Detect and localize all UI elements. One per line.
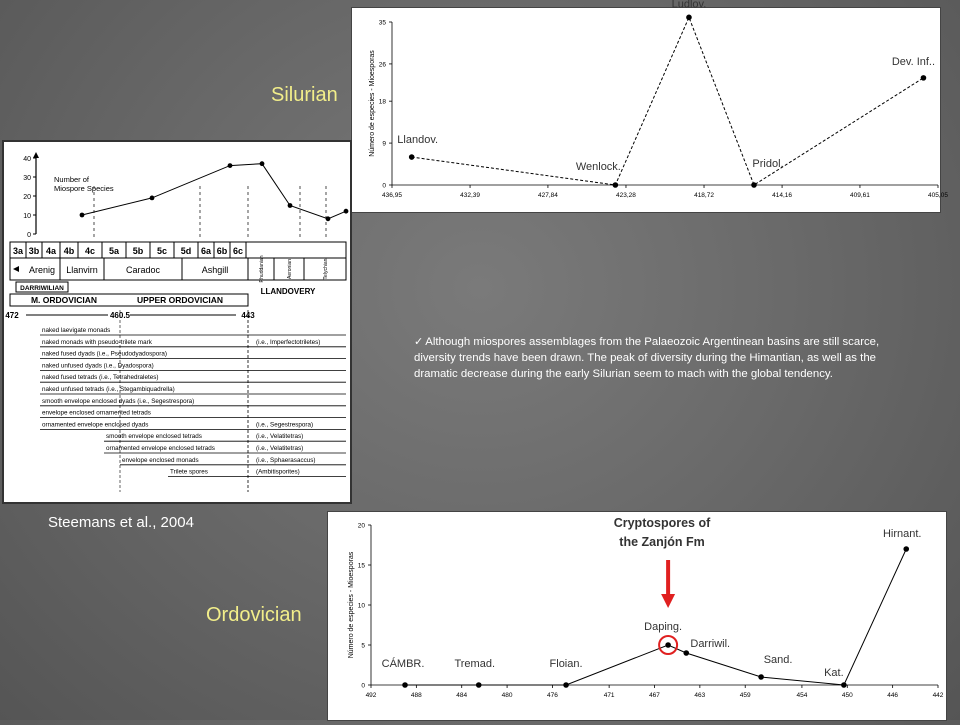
ordovician-label: Ordovician: [206, 604, 302, 626]
stage-label: 5d: [180, 246, 192, 256]
point-label: Sand.: [763, 654, 793, 666]
m-ordovician-label: M. ORDOVICIAN: [30, 295, 98, 305]
morphotype-label: ornamented envelope enclosed dyads: [42, 421, 149, 429]
silurian-chart-panel: [352, 0, 948, 212]
data-point: [563, 682, 569, 688]
check-icon: ✓: [414, 336, 424, 348]
morphotype-label: naked laevigate monads: [42, 327, 111, 334]
data-point: [150, 196, 155, 201]
x-tick-label: 480: [501, 692, 513, 699]
morphotype-label: envelope enclosed ornamented tetrads: [42, 409, 151, 417]
x-tick-label: 427,84: [537, 192, 558, 199]
series-label: Aeronian: [287, 258, 293, 280]
y-tick-label: 0: [361, 682, 365, 690]
y-tick-label: 10: [23, 213, 31, 220]
data-point: [665, 642, 671, 648]
point-label: Llandov.: [397, 134, 439, 147]
point-label: Tremad.: [454, 658, 496, 670]
morphotype-label: naked fused tetrads (i.e., Tetrahedraletes): [42, 374, 159, 382]
y-axis-arrow: [33, 152, 39, 158]
data-point: [613, 182, 619, 188]
morphotype-label: smooth envelope enclosed tetrads: [106, 433, 202, 441]
x-tick-label: 414,16: [772, 192, 793, 199]
stage-label: 4b: [63, 246, 75, 256]
data-point: [751, 182, 757, 188]
series-line: [82, 164, 346, 219]
point-label: CÁMBR.: [381, 658, 425, 670]
point-label: Hirnant.: [882, 528, 922, 540]
data-point: [758, 674, 764, 680]
ordovician-chart: [328, 512, 946, 720]
morphotype-label: smooth envelope enclosed dyads (i.e., Segestrespora): [42, 397, 195, 405]
y-tick-label: 35: [378, 19, 386, 27]
data-point: [80, 213, 85, 218]
arrow-head: [661, 594, 675, 608]
steemans-chart: [4, 142, 350, 502]
point-label: Dev. Inf..: [891, 55, 936, 68]
stage-label: 3a: [12, 246, 24, 256]
point-label: Floian.: [549, 658, 583, 670]
x-tick-label: 436,95: [382, 192, 402, 199]
morphotype-label: Trilete spores: [170, 468, 208, 476]
x-tick-label: 476: [547, 692, 558, 699]
x-tick-label: 463: [694, 692, 706, 699]
y-tick-label: 18: [378, 98, 386, 106]
stage-label: 6b: [216, 246, 228, 256]
stage-label: 6c: [232, 246, 244, 256]
y-tick-label: 9: [382, 140, 386, 148]
data-point: [260, 161, 265, 166]
morphotype-label: naked unfused dyads (i.e., Dyadospora): [42, 362, 154, 370]
llandovery-label: LLANDOVERY: [260, 287, 316, 296]
series-label: Ashgill: [201, 265, 229, 275]
y-axis-label: Número de especies - Mioesporas: [369, 50, 376, 157]
x-tick-label: 409,61: [850, 192, 870, 199]
point-label: Kat.: [824, 667, 844, 679]
y-tick-label: 0: [382, 182, 386, 190]
morphotype-label: naked fused dyads (i.e., Pseudodyadospora): [42, 350, 167, 358]
morphotype-note: (i.e., Sphaerasaccus): [256, 456, 316, 464]
data-point: [903, 546, 909, 552]
morphotype-note: (Ambitisporites): [256, 468, 300, 476]
morphotype-label: naked monads with pseudo-trilete mark: [42, 338, 152, 346]
stage-label: 4a: [45, 246, 57, 256]
x-tick-label: 405,05: [928, 192, 948, 199]
x-tick-label: 484: [456, 692, 468, 699]
series-label: Llanvirn: [66, 265, 98, 275]
note-paragraph: [414, 334, 884, 382]
age-label: 460.5: [109, 311, 131, 320]
data-point: [686, 15, 692, 21]
silurian-chart: [352, 0, 948, 212]
point-label: Ludlov.: [671, 0, 707, 11]
age-label: 472: [5, 311, 19, 320]
x-tick-label: 446: [887, 692, 899, 699]
point-label: Pridol.: [752, 158, 784, 170]
point-label: Daping.: [644, 621, 683, 633]
morphotype-label: ornamented envelope enclosed tetrads: [106, 445, 215, 452]
stage-label: 5c: [156, 246, 168, 256]
series-label: Rhuddanian: [259, 255, 265, 283]
stage-label: 5a: [108, 246, 120, 256]
data-point: [683, 650, 689, 656]
series-label: Telychian: [323, 258, 329, 280]
x-tick-label: 467: [649, 692, 660, 699]
y-tick-label: 26: [378, 61, 386, 69]
morphotype-note: (i.e., Velatitetras): [256, 445, 304, 452]
data-point: [228, 163, 233, 168]
ordovician-chart-panel: [328, 512, 946, 720]
x-tick-label: 459: [739, 692, 751, 699]
steemans-figure: [4, 142, 350, 502]
series-label: Arenig: [28, 265, 56, 275]
data-point: [409, 154, 415, 160]
morphotype-note: (i.e., Imperfectotriletes): [256, 338, 321, 346]
morphotype-label: naked unfused tetrads (i.e., Stegambiquadrella): [42, 386, 175, 393]
y-tick-label: 5: [361, 642, 365, 650]
point-label: Darriwil.: [690, 638, 731, 650]
y-tick-label: 10: [357, 602, 365, 610]
y-tick-label: 30: [23, 175, 31, 182]
x-tick-label: 488: [410, 692, 422, 699]
data-point: [344, 209, 349, 214]
data-point: [841, 682, 847, 688]
x-tick-label: 471: [603, 692, 615, 699]
data-point: [402, 682, 408, 688]
silurian-label: Silurian: [271, 84, 338, 106]
y-tick-label: 20: [23, 194, 31, 201]
morphotype-label: envelope enclosed monads: [122, 456, 199, 464]
chart-title-line-1: Number of: [54, 175, 90, 184]
x-tick-label: 423,28: [616, 192, 636, 199]
age-label: 443: [241, 311, 255, 320]
stage-label: 5b: [132, 246, 144, 256]
stage-label: 3b: [28, 246, 40, 256]
y-tick-label: 0: [27, 232, 31, 239]
x-tick-label: 418,72: [694, 192, 714, 199]
stage-label: 4c: [84, 246, 96, 256]
series-label: Caradoc: [125, 265, 161, 275]
morphotype-note: (i.e., Velatitetras): [256, 433, 304, 441]
chart-title-line-2: Miospore Species: [54, 184, 114, 193]
annotation-line-1: Cryptospores of: [613, 516, 711, 530]
x-tick-label: 442: [932, 692, 944, 699]
point-label: Wenlock.: [575, 161, 621, 173]
data-point: [476, 682, 482, 688]
citation-text: Steemans et al., 2004: [48, 514, 194, 531]
annotation-line-2: the Zanjón Fm: [619, 535, 705, 549]
series-line: [412, 17, 924, 185]
x-tick-label: 450: [841, 692, 853, 699]
x-tick-label: 432,39: [460, 192, 480, 199]
y-tick-label: 40: [23, 156, 31, 163]
darriwilian-label: DARRIWILIAN: [20, 285, 64, 292]
data-point: [288, 203, 293, 208]
x-tick-label: 492: [365, 692, 377, 699]
x-tick-label: 454: [796, 692, 808, 699]
stage-label: 6a: [200, 246, 212, 256]
data-point: [921, 75, 927, 81]
morphotype-note: (i.e., Segestrespora): [256, 421, 314, 429]
note-text: Although miospores assemblages from the Palaeozoic Argentinean basins are still scarce, diversity trends have been drawn. The peak of diversity during the Himantian, as well as the dramatic decrease during the early Silurian seem to mach with the global tendency.: [414, 336, 880, 380]
y-tick-label: 15: [357, 562, 365, 570]
y-tick-label: 20: [357, 522, 365, 530]
upper-ordovician-label: UPPER ORDOVICIAN: [137, 295, 223, 305]
y-axis-label: Número de especies - Mioesporas: [348, 551, 355, 659]
